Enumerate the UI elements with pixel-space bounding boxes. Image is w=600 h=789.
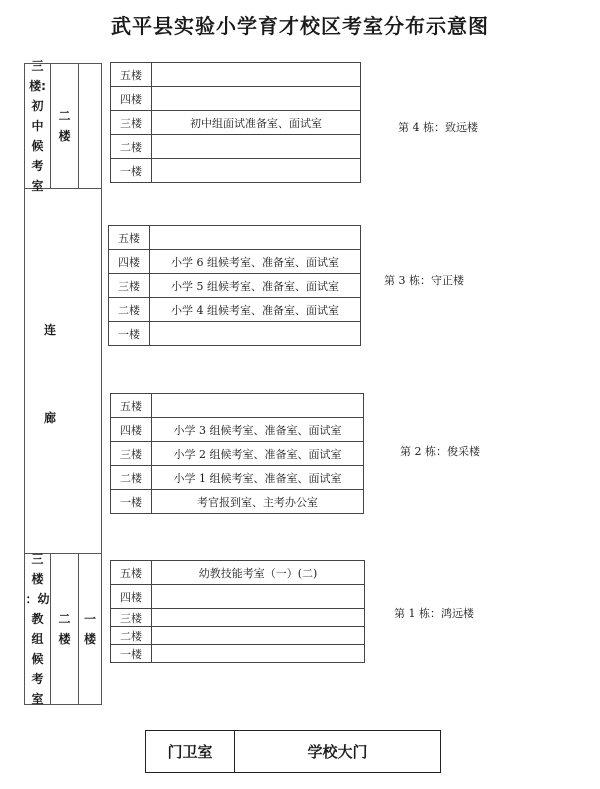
floor-label: 四楼: [109, 250, 150, 274]
room-purpose: [150, 322, 361, 346]
floor-label: 四楼: [111, 87, 152, 111]
floor-label: 五楼: [111, 561, 152, 585]
floor-label: 二楼: [111, 627, 152, 645]
building-1-name: 第 1 栋：鸿远楼: [394, 607, 474, 620]
floor-row: [111, 87, 361, 111]
floor-row: [111, 561, 365, 585]
floor-row: [111, 111, 361, 135]
floor-label: 一楼: [111, 490, 152, 514]
room-purpose: 小学 6 组候考室、准备室、面试室: [150, 250, 361, 274]
room-purpose: [152, 63, 361, 87]
label-char: 教: [31, 612, 44, 626]
junior-waiting-room-label: [25, 59, 50, 193]
label-char: 三: [31, 59, 44, 73]
school-gate-label: 学校大门: [307, 743, 368, 761]
label-char: 室: [31, 179, 44, 193]
floor-label: 三楼: [111, 442, 152, 466]
floor-label: 五楼: [111, 394, 152, 418]
floor-row: [111, 490, 364, 514]
room-purpose: [152, 159, 361, 183]
label-char: 候: [31, 652, 44, 666]
floor-row: [111, 627, 365, 645]
bottom-block-second-floor-label: [51, 554, 78, 704]
label-char: 室: [31, 692, 44, 706]
label-char: 一: [83, 612, 96, 626]
label-char: ：幼: [25, 592, 50, 606]
floor-row: [111, 466, 364, 490]
page-title: 武平县实验小学育才校区考室分布示意图: [111, 14, 489, 38]
label-char: 组: [31, 632, 44, 646]
building-3-table: [108, 225, 361, 346]
room-purpose: 小学 1 组候考室、准备室、面试室: [152, 466, 364, 490]
floor-row: [109, 274, 361, 298]
floor-label: 四楼: [111, 585, 152, 609]
floor-row: [109, 226, 361, 250]
label-char: 二: [58, 612, 71, 626]
label-char: 楼: [58, 129, 71, 143]
floor-label: 二楼: [109, 298, 150, 322]
corridor-char-1: 连: [43, 323, 56, 337]
floor-row: [111, 394, 364, 418]
school-gate-box: [145, 730, 441, 773]
room-purpose: [152, 585, 365, 609]
building-3-name: 第 3 栋：守正楼: [384, 274, 464, 287]
floor-label: 二楼: [111, 466, 152, 490]
top-block-col-divider-2: [78, 63, 79, 188]
floor-label: 三楼: [111, 609, 152, 627]
floor-label: 五楼: [111, 63, 152, 87]
room-purpose: [152, 645, 365, 663]
room-purpose: [152, 135, 361, 159]
label-char: 考: [31, 672, 44, 686]
building-1-table: [110, 560, 365, 663]
label-char: 楼: [83, 632, 96, 646]
floor-row: [111, 63, 361, 87]
floor-row: [111, 609, 365, 627]
floor-label: 一楼: [109, 322, 150, 346]
label-char: 考: [31, 159, 44, 173]
floor-row: [111, 135, 361, 159]
floor-row: [111, 159, 361, 183]
floor-label: 五楼: [109, 226, 150, 250]
building-2-table: [110, 393, 364, 514]
room-purpose: 小学 4 组候考室、准备室、面试室: [150, 298, 361, 322]
building-2-name: 第 2 栋：俊采楼: [400, 445, 480, 458]
label-char: 二: [58, 109, 71, 123]
building-4-table: [110, 62, 361, 183]
label-char: 楼: [31, 572, 44, 586]
room-purpose: [150, 226, 361, 250]
top-block-second-floor-label: [51, 64, 78, 188]
room-purpose: 小学 5 组候考室、准备室、面试室: [150, 274, 361, 298]
label-char: 候: [31, 139, 44, 153]
floor-label: 三楼: [109, 274, 150, 298]
floor-label: 三楼: [111, 111, 152, 135]
label-char: 三: [31, 552, 44, 566]
floor-label: 四楼: [111, 418, 152, 442]
room-purpose: 小学 3 组候考室、准备室、面试室: [152, 418, 364, 442]
floor-label: 一楼: [111, 159, 152, 183]
room-purpose: [152, 609, 365, 627]
floor-row: [111, 645, 365, 663]
floor-row: [109, 298, 361, 322]
building-4-name: 第 4 栋：致远楼: [398, 121, 478, 134]
room-purpose: [152, 627, 365, 645]
room-purpose: 初中组面试准备室、面试室: [152, 111, 361, 135]
floor-row: [109, 322, 361, 346]
corridor-char-2: 廊: [43, 411, 56, 425]
floor-row: [111, 418, 364, 442]
guard-room-label: 门卫室: [146, 731, 235, 772]
label-char: 楼:: [29, 79, 46, 93]
room-purpose: 小学 2 组候考室、准备室、面试室: [152, 442, 364, 466]
room-purpose: [152, 394, 364, 418]
floor-row: [111, 585, 365, 609]
label-char: 楼: [58, 632, 71, 646]
floor-label: 二楼: [111, 135, 152, 159]
floor-label: 一楼: [111, 645, 152, 663]
label-char: 初: [31, 99, 44, 113]
floor-row: [109, 250, 361, 274]
bottom-block-first-floor-label: [79, 554, 101, 704]
kindergarten-waiting-room-label: [25, 554, 50, 704]
label-char: 中: [31, 119, 44, 133]
left-inner-border: [101, 63, 102, 705]
room-purpose: 幼教技能考室（一）(二): [152, 561, 365, 585]
floor-row: [111, 442, 364, 466]
room-purpose: [152, 87, 361, 111]
room-purpose: 考官报到室、主考办公室: [152, 490, 364, 514]
